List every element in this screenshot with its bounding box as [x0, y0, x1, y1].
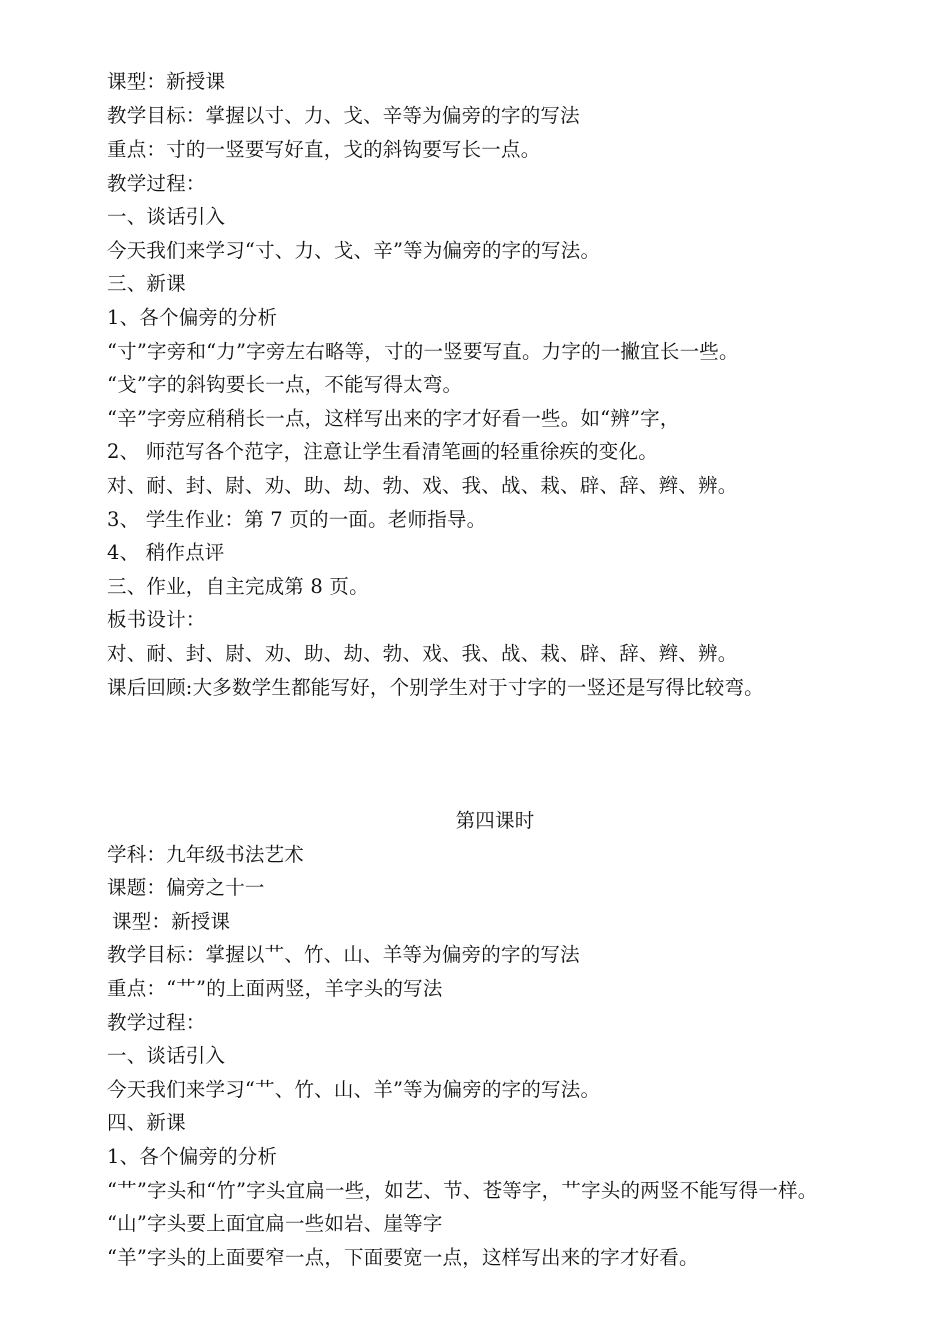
key-point: 重点：寸的一竖要写好直，戈的斜钩要写长一点。	[107, 138, 541, 161]
section-heading: 第四课时	[455, 809, 535, 832]
analysis-line-2: “戈”字的斜钩要长一点，不能写得太弯。	[107, 373, 463, 396]
key-point-2: 重点：“艹”的上面两竖，羊字头的写法	[107, 977, 443, 1000]
teaching-process-label-2: 教学过程：	[107, 1011, 206, 1034]
example-characters: 对、耐、封、尉、劝、助、劫、勃、戏、我、战、栽、辟、辞、辫、辨。	[107, 474, 738, 497]
lesson-type: 课型：新授课	[107, 70, 226, 93]
analysis-line-4: “艹”字头和“竹”字头宜扁一些，如艺、节、苍等字，艹字头的两竖不能写得一样。	[107, 1179, 818, 1202]
analysis-line-5: “山”字头要上面宜扁一些如岩、崖等字	[107, 1212, 443, 1235]
subject-line: 学科：九年级书法艺术	[107, 843, 305, 866]
analysis-line-6: “羊”字头的上面要窄一点，下面要宽一点，这样写出来的字才好看。	[107, 1246, 699, 1269]
sub-demo-heading: 2、 师范写各个范字，注意让学生看清笔画的轻重徐疾的变化。	[107, 440, 658, 463]
step-new-lesson-heading: 三、新课	[107, 272, 186, 295]
teaching-process-label: 教学过程：	[107, 172, 206, 195]
teaching-goal: 教学目标：掌握以寸、力、戈、辛等为偏旁的字的写法	[107, 104, 580, 127]
sub-comment: 4、 稍作点评	[107, 541, 225, 564]
board-design-label: 板书设计：	[107, 608, 206, 631]
homework-line: 三、作业，自主完成第 8 页。	[107, 575, 369, 598]
topic-line: 课题：偏旁之十一	[107, 876, 265, 899]
board-characters: 对、耐、封、尉、劝、助、劫、勃、戏、我、战、栽、辟、辞、辫、辨。	[107, 642, 738, 665]
analysis-line-3: “辛”字旁应稍稍长一点，这样写出来的字才好看一些。如“辨”字，	[107, 407, 680, 430]
step-intro-heading-2: 一、谈话引入	[107, 1044, 226, 1067]
step-new-lesson-heading-2: 四、新课	[107, 1111, 186, 1134]
sub-analysis-heading: 1、各个偏旁的分析	[107, 306, 278, 329]
lesson-type-2: 课型：新授课	[112, 910, 231, 933]
intro-text-2: 今天我们来学习“艹、竹、山、羊”等为偏旁的字的写法。	[107, 1078, 601, 1101]
after-class-review: 课后回顾:大多数学生都能写好，个别学生对于寸字的一竖还是写得比较弯。	[107, 676, 764, 699]
sub-student-work: 3、 学生作业：第 7 页的一面。老师指导。	[107, 508, 487, 531]
analysis-line-1: “寸”字旁和“力”字旁左右略等，寸的一竖要写直。力字的一撇宜长一些。	[107, 340, 739, 363]
intro-text: 今天我们来学习“寸、力、戈、辛”等为偏旁的字的写法。	[107, 239, 601, 262]
step-intro-heading: 一、谈话引入	[107, 205, 226, 228]
sub-analysis-heading-2: 1、各个偏旁的分析	[107, 1145, 278, 1168]
teaching-goal-2: 教学目标：掌握以艹、竹、山、羊等为偏旁的字的写法	[107, 943, 580, 966]
